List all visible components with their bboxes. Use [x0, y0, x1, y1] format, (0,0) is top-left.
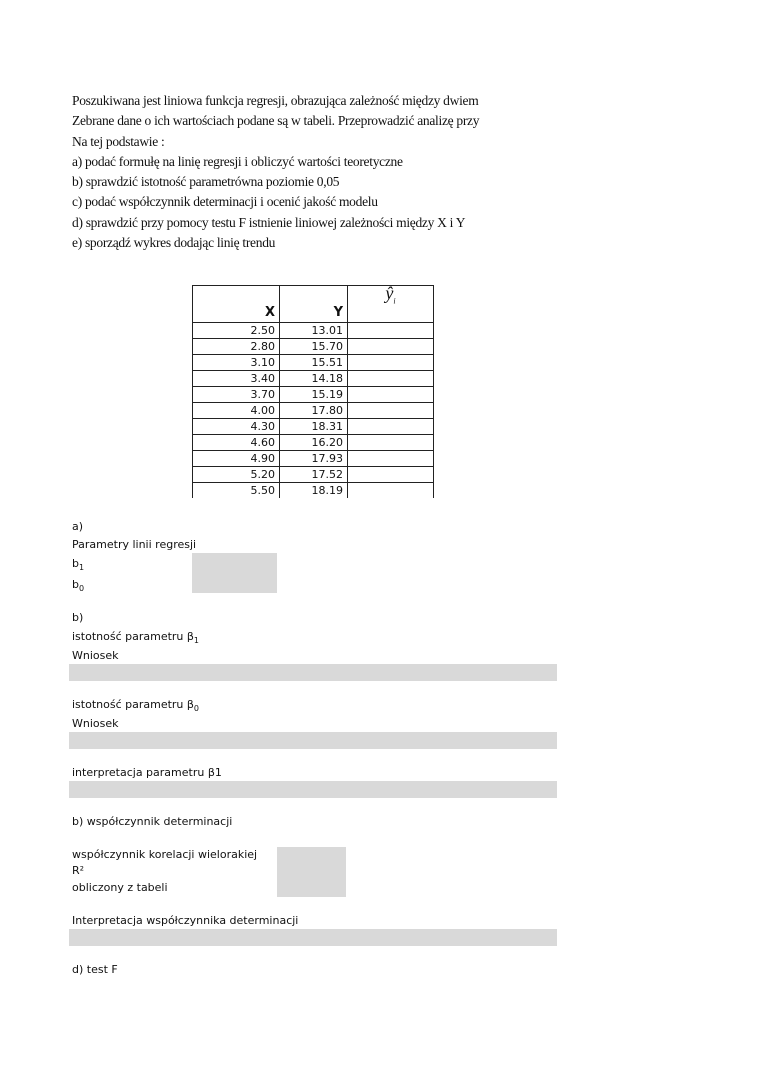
section-b-heading: b) — [72, 611, 84, 624]
b1-label — [72, 557, 84, 572]
cell-yhat[interactable] — [348, 435, 434, 451]
sig-beta1-subscript: 1 — [193, 636, 200, 646]
conclusion-answer-box-2[interactable] — [69, 732, 557, 749]
cell-yhat[interactable] — [348, 467, 434, 483]
cell-y: 17.93 — [280, 451, 348, 467]
f-test-heading: d) test F — [72, 963, 118, 976]
cell-y: 16.20 — [280, 435, 348, 451]
cell-x: 5.50 — [193, 483, 280, 499]
table-row — [193, 387, 434, 403]
determination-heading: b) współczynnik determinacji — [72, 815, 233, 828]
conclusion-answer-box-1[interactable] — [69, 664, 557, 681]
sig-beta0-text: istotność parametru β — [72, 698, 194, 711]
table-row — [193, 435, 434, 451]
interp-beta1-answer-box[interactable] — [69, 781, 557, 798]
intro-line: a) podać formułę na linię regresji i obliczyć wartości teoretyczne — [72, 153, 403, 169]
table-row — [193, 323, 434, 339]
cell-yhat[interactable] — [348, 355, 434, 371]
interp-determination-label: Interpretacja współczynnika determinacji — [72, 914, 299, 927]
b1-letter: b — [72, 557, 79, 570]
r2-answer-box[interactable] — [277, 847, 346, 897]
task-description — [72, 91, 558, 253]
intro-line: c) podać współczynnik determinacji i ocenić jakość modelu — [72, 194, 378, 210]
sig-beta1-text: istotność parametru β — [72, 630, 194, 643]
b0-subscript: 0 — [78, 584, 85, 594]
from-table-label: obliczony z tabeli — [72, 881, 168, 894]
cell-y: 17.80 — [280, 403, 348, 419]
table-header-row — [193, 286, 434, 323]
table-row — [193, 403, 434, 419]
table-row — [193, 419, 434, 435]
cell-yhat[interactable] — [348, 403, 434, 419]
cell-yhat[interactable] — [348, 387, 434, 403]
b-params-answer-box[interactable] — [192, 553, 277, 593]
cell-x: 2.80 — [193, 339, 280, 355]
data-table — [192, 285, 434, 498]
cell-y: 18.31 — [280, 419, 348, 435]
b1-subscript: 1 — [78, 563, 85, 573]
interp-determination-answer-box[interactable] — [69, 929, 557, 946]
section-a-heading: a) — [72, 520, 84, 533]
cell-x: 4.00 — [193, 403, 280, 419]
cell-yhat[interactable] — [348, 323, 434, 339]
intro-line: Zebrane dane o ich wartościach podane są w tabeli. Przeprowadzić analizę przy — [72, 113, 480, 129]
intro-line: b) sprawdzić istotność parametrówna poziomie 0,05 — [72, 174, 340, 190]
cell-y: 15.19 — [280, 387, 348, 403]
cell-y: 18.19 — [280, 483, 348, 499]
cell-y: 13.01 — [280, 323, 348, 339]
cell-yhat[interactable] — [348, 339, 434, 355]
cell-yhat[interactable] — [348, 371, 434, 387]
b0-label — [72, 578, 84, 593]
b0-letter: b — [72, 578, 79, 591]
table-row — [193, 339, 434, 355]
cell-x: 4.90 — [193, 451, 280, 467]
cell-y: 15.51 — [280, 355, 348, 371]
cell-y: 15.70 — [280, 339, 348, 355]
intro-line: d) sprawdzić przy pomocy testu F istnienie liniowej zależności między X i Y — [72, 214, 466, 230]
sig-beta1-label — [72, 630, 199, 645]
cell-yhat[interactable] — [348, 451, 434, 467]
cell-y: 14.18 — [280, 371, 348, 387]
conclusion-label-1: Wniosek — [72, 649, 119, 662]
header-y: Y — [280, 286, 348, 323]
cell-x: 2.50 — [193, 323, 280, 339]
cell-x: 4.60 — [193, 435, 280, 451]
r2-label: R² — [72, 864, 85, 877]
yhat-symbol: ŷ — [385, 283, 394, 303]
table-row — [193, 451, 434, 467]
table-row — [193, 483, 434, 499]
cell-x: 3.40 — [193, 371, 280, 387]
regression-params-title: Parametry linii regresji — [72, 538, 197, 551]
intro-line: Poszukiwana jest liniowa funkcja regresji, obrazująca zależność między dwiem — [72, 93, 479, 108]
sig-beta0-label — [72, 698, 199, 713]
sig-beta0-subscript: 0 — [193, 704, 200, 714]
yhat-subscript: i — [393, 296, 396, 306]
interp-beta1-label: interpretacja parametru β1 — [72, 766, 222, 779]
cell-x: 3.70 — [193, 387, 280, 403]
conclusion-label-2: Wniosek — [72, 717, 119, 730]
table-row — [193, 371, 434, 387]
cell-x: 5.20 — [193, 467, 280, 483]
cell-yhat[interactable] — [348, 483, 434, 499]
correlation-label: współczynnik korelacji wielorakiej — [72, 848, 258, 861]
table-row — [193, 467, 434, 483]
header-yhat — [348, 283, 434, 323]
table-row — [193, 355, 434, 371]
cell-y: 17.52 — [280, 467, 348, 483]
cell-x: 3.10 — [193, 355, 280, 371]
cell-yhat[interactable] — [348, 419, 434, 435]
header-x: X — [193, 286, 280, 323]
intro-line: Na tej podstawie : — [72, 133, 165, 149]
cell-x: 4.30 — [193, 419, 280, 435]
intro-line: e) sporządź wykres dodając linię trendu — [72, 235, 276, 251]
